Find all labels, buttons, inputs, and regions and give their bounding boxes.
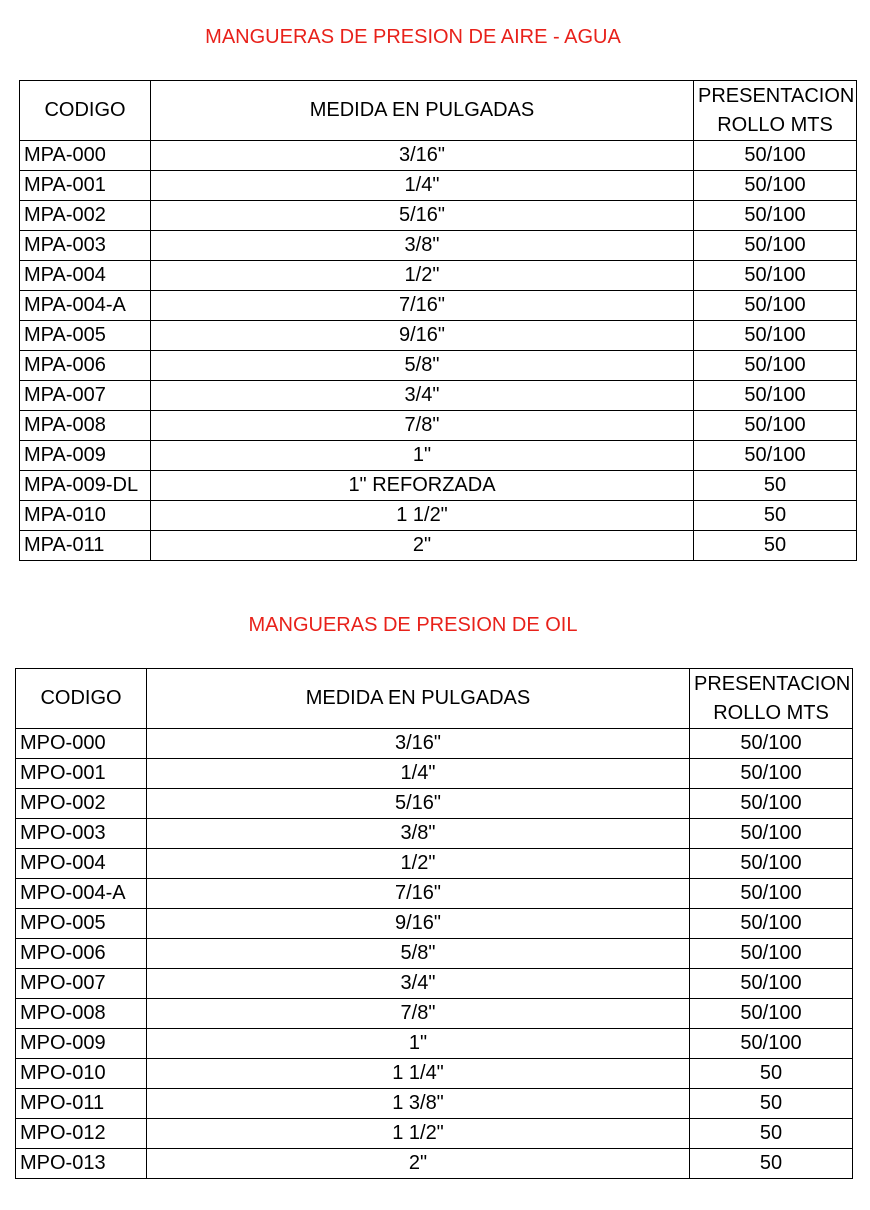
cell-medida: 1/2" <box>151 261 694 291</box>
header-presentacion-line-1: PRESENTACION <box>694 672 851 695</box>
table-row <box>16 969 853 999</box>
cell-codigo: MPA-002 <box>20 201 151 231</box>
cell-presentacion: 50/100 <box>694 351 857 381</box>
cell-codigo: MPA-010 <box>20 501 151 531</box>
table-row <box>20 351 857 381</box>
table-row <box>20 261 857 291</box>
cell-codigo: MPA-006 <box>20 351 151 381</box>
cell-medida: 1" <box>147 1029 690 1059</box>
table-row <box>20 381 857 411</box>
cell-presentacion: 50/100 <box>694 141 857 171</box>
table-row <box>16 849 853 879</box>
cell-presentacion: 50/100 <box>690 789 853 819</box>
cell-presentacion: 50/100 <box>690 909 853 939</box>
cell-codigo: MPO-004 <box>16 849 147 879</box>
table-header-row <box>16 669 853 729</box>
cell-medida: 1/4" <box>147 759 690 789</box>
cell-codigo: MPO-013 <box>16 1149 147 1179</box>
cell-codigo: MPA-009 <box>20 441 151 471</box>
header-codigo: CODIGO <box>20 81 151 141</box>
cell-presentacion: 50/100 <box>690 729 853 759</box>
cell-presentacion: 50 <box>694 471 857 501</box>
cell-codigo: MPA-011 <box>20 531 151 561</box>
cell-presentacion: 50/100 <box>690 879 853 909</box>
cell-codigo: MPA-003 <box>20 231 151 261</box>
cell-presentacion: 50/100 <box>694 441 857 471</box>
cell-medida: 5/8" <box>147 939 690 969</box>
header-presentacion-line-2: ROLLO MTS <box>717 113 833 136</box>
cell-presentacion: 50/100 <box>694 321 857 351</box>
table-oil <box>15 668 853 1179</box>
cell-presentacion: 50/100 <box>690 969 853 999</box>
cell-presentacion: 50/100 <box>694 411 857 441</box>
cell-codigo: MPO-012 <box>16 1119 147 1149</box>
cell-presentacion: 50 <box>690 1059 853 1089</box>
table-row <box>20 291 857 321</box>
cell-codigo: MPO-008 <box>16 999 147 1029</box>
cell-medida: 3/4" <box>147 969 690 999</box>
table-row <box>20 171 857 201</box>
table-row <box>16 879 853 909</box>
table-row <box>16 1089 853 1119</box>
cell-codigo: MPO-000 <box>16 729 147 759</box>
cell-medida: 2" <box>151 531 694 561</box>
cell-codigo: MPA-000 <box>20 141 151 171</box>
cell-presentacion: 50 <box>690 1119 853 1149</box>
table-row <box>16 1059 853 1089</box>
table-row <box>16 819 853 849</box>
cell-codigo: MPO-005 <box>16 909 147 939</box>
cell-codigo: MPO-001 <box>16 759 147 789</box>
cell-codigo: MPA-009-DL <box>20 471 151 501</box>
cell-presentacion: 50/100 <box>690 759 853 789</box>
cell-codigo: MPO-011 <box>16 1089 147 1119</box>
header-codigo: CODIGO <box>16 669 147 729</box>
cell-presentacion: 50 <box>690 1089 853 1119</box>
cell-medida: 3/8" <box>151 231 694 261</box>
cell-medida: 9/16" <box>151 321 694 351</box>
table-row <box>16 999 853 1029</box>
header-medida: MEDIDA EN PULGADAS <box>147 669 690 729</box>
cell-presentacion: 50/100 <box>694 171 857 201</box>
cell-medida: 9/16" <box>147 909 690 939</box>
cell-presentacion: 50/100 <box>694 261 857 291</box>
cell-codigo: MPO-003 <box>16 819 147 849</box>
table-row <box>20 471 857 501</box>
cell-codigo: MPO-007 <box>16 969 147 999</box>
cell-medida: 1 1/2" <box>147 1119 690 1149</box>
cell-presentacion: 50/100 <box>690 939 853 969</box>
cell-presentacion: 50 <box>694 501 857 531</box>
header-presentacion-line-1: PRESENTACION <box>698 84 855 107</box>
table-row <box>16 1029 853 1059</box>
cell-medida: 2" <box>147 1149 690 1179</box>
cell-presentacion: 50/100 <box>690 999 853 1029</box>
cell-medida: 1/4" <box>151 171 694 201</box>
table-aire-agua <box>19 80 857 561</box>
cell-medida: 1 3/8" <box>147 1089 690 1119</box>
cell-presentacion: 50 <box>690 1149 853 1179</box>
cell-medida: 3/16" <box>147 729 690 759</box>
cell-presentacion: 50/100 <box>694 381 857 411</box>
cell-medida: 7/8" <box>147 999 690 1029</box>
table-row <box>20 321 857 351</box>
cell-medida: 7/16" <box>151 291 694 321</box>
cell-medida: 5/16" <box>151 201 694 231</box>
cell-presentacion: 50/100 <box>694 291 857 321</box>
table-row <box>16 939 853 969</box>
cell-medida: 3/8" <box>147 819 690 849</box>
cell-medida: 7/16" <box>147 879 690 909</box>
cell-codigo: MPA-001 <box>20 171 151 201</box>
table-row <box>20 501 857 531</box>
cell-medida: 1 1/4" <box>147 1059 690 1089</box>
header-presentacion-line-2: ROLLO MTS <box>713 701 829 724</box>
cell-codigo: MPO-010 <box>16 1059 147 1089</box>
cell-presentacion: 50 <box>694 531 857 561</box>
section-title-aire-agua: MANGUERAS DE PRESION DE AIRE - AGUA <box>205 26 621 48</box>
cell-medida: 5/8" <box>151 351 694 381</box>
table-row <box>16 789 853 819</box>
cell-codigo: MPO-002 <box>16 789 147 819</box>
header-presentacion <box>694 81 857 141</box>
table-header-row <box>20 81 857 141</box>
cell-codigo: MPA-008 <box>20 411 151 441</box>
table-row <box>16 1149 853 1179</box>
cell-medida: 1 1/2" <box>151 501 694 531</box>
cell-codigo: MPO-004-A <box>16 879 147 909</box>
cell-codigo: MPO-009 <box>16 1029 147 1059</box>
cell-presentacion: 50/100 <box>694 231 857 261</box>
table-row <box>20 201 857 231</box>
table-row <box>16 1119 853 1149</box>
cell-medida: 1/2" <box>147 849 690 879</box>
cell-medida: 1" REFORZADA <box>151 471 694 501</box>
cell-medida: 5/16" <box>147 789 690 819</box>
table-row <box>20 531 857 561</box>
cell-presentacion: 50/100 <box>690 1029 853 1059</box>
header-presentacion <box>690 669 853 729</box>
section-title-oil: MANGUERAS DE PRESION DE OIL <box>248 614 578 636</box>
table-row <box>16 729 853 759</box>
table-row <box>20 231 857 261</box>
cell-codigo: MPA-004 <box>20 261 151 291</box>
table-row <box>16 759 853 789</box>
cell-medida: 1" <box>151 441 694 471</box>
cell-presentacion: 50/100 <box>690 849 853 879</box>
table-row <box>20 441 857 471</box>
table-row <box>20 141 857 171</box>
cell-medida: 7/8" <box>151 411 694 441</box>
cell-medida: 3/4" <box>151 381 694 411</box>
cell-presentacion: 50/100 <box>694 201 857 231</box>
cell-presentacion: 50/100 <box>690 819 853 849</box>
cell-codigo: MPA-007 <box>20 381 151 411</box>
header-medida: MEDIDA EN PULGADAS <box>151 81 694 141</box>
cell-medida: 3/16" <box>151 141 694 171</box>
cell-codigo: MPA-005 <box>20 321 151 351</box>
table-row <box>20 411 857 441</box>
table-row <box>16 909 853 939</box>
cell-codigo: MPO-006 <box>16 939 147 969</box>
cell-codigo: MPA-004-A <box>20 291 151 321</box>
